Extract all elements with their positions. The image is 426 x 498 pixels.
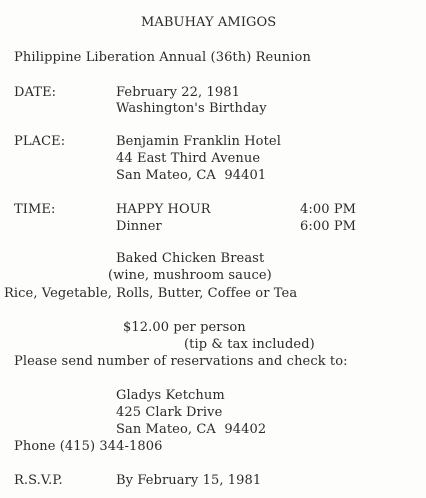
menu-sides: Rice, Vegetable, Rolls, Butter, Coffee or Tea [4,286,298,301]
rsvp-label: R.S.V.P. [14,473,63,488]
dinner-time: 6:00 PM [300,219,357,234]
place-venue: Benjamin Franklin Hotel [116,134,281,149]
event-subtitle: Philippine Liberation Annual (36th) Reunion [14,50,311,65]
contact-street: 425 Clark Drive [116,405,223,420]
menu-sauce: (wine, mushroom sauce) [108,268,272,283]
price-note: (tip & tax included) [184,337,315,352]
dinner-label: Dinner [116,219,162,234]
contact-city: San Mateo, CA 94402 [116,422,267,437]
time-label: TIME: [14,202,56,217]
price-amount: $12.00 per person [123,320,246,335]
happy-hour-time: 4:00 PM [300,202,357,217]
menu-main: Baked Chicken Breast [116,251,265,266]
date-label: DATE: [14,85,57,100]
date-occasion: Washington's Birthday [116,101,267,116]
date-value: February 22, 1981 [116,85,240,100]
reservation-instruction: Please send number of reservations and check to: [14,354,348,369]
place-street: 44 East Third Avenue [116,151,261,166]
place-label: PLACE: [14,134,66,149]
happy-hour-label: HAPPY HOUR [116,202,211,217]
place-city: San Mateo, CA 94401 [116,168,267,183]
contact-name: Gladys Ketchum [116,388,225,403]
document-title: MABUHAY AMIGOS [141,15,277,30]
rsvp-deadline: By February 15, 1981 [116,473,262,488]
contact-phone: Phone (415) 344-1806 [14,439,163,454]
